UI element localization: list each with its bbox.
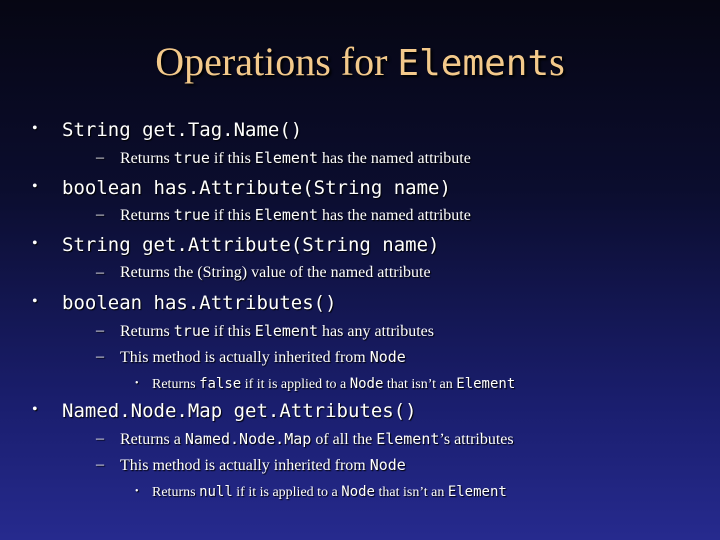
sub-text: has the named attribute (318, 207, 471, 224)
sub-text: Returns (120, 150, 174, 167)
sub-text: Returns (152, 377, 200, 392)
sub-bullet (96, 206, 471, 225)
title-code: Element (397, 43, 550, 84)
sub-bullet (96, 430, 514, 449)
bullet-heading: boolean has.Attribute(String name) (62, 177, 451, 199)
sub-text: Returns the (String) value of the named attribute (120, 264, 431, 281)
sub-bullet (96, 348, 406, 367)
bullet-item-get-attributes (32, 400, 417, 423)
sub-text: if it is applied to a (232, 485, 342, 500)
sub-text: Returns (120, 323, 174, 340)
sub-text: of all the (311, 431, 377, 448)
bullet-icon: • (135, 486, 139, 497)
sub-bullet (96, 322, 434, 341)
sub-code: Node (341, 484, 375, 500)
bullet-heading: String get.Tag.Name() (62, 119, 303, 141)
sub-code: Element (447, 484, 507, 500)
dash-icon: – (96, 322, 104, 339)
sub-code: Element (376, 430, 440, 448)
dash-icon: – (96, 149, 104, 166)
sub-text: Returns (152, 485, 200, 500)
sub-code: true (173, 322, 210, 340)
sub-sub-bullet (135, 484, 507, 501)
sub-bullet (96, 264, 431, 282)
sub-code: Node (369, 456, 406, 474)
dash-icon: – (96, 348, 104, 365)
sub-text: ’s attributes (439, 431, 514, 448)
bullet-item-has-attribute (32, 177, 451, 200)
bullet-item-has-attributes (32, 292, 337, 315)
bullet-heading: boolean has.Attributes() (62, 292, 337, 314)
bullet-heading: String get.Attribute(String name) (62, 234, 440, 256)
sub-bullet (96, 456, 406, 475)
title-suffix: s (549, 39, 565, 84)
sub-code: false (199, 376, 242, 392)
sub-text: has the named attribute (318, 150, 471, 167)
sub-sub-bullet (135, 376, 516, 393)
sub-text: has any attributes (318, 323, 434, 340)
dash-icon: – (96, 206, 104, 223)
bullet-icon: • (135, 378, 139, 389)
bullet-icon: • (32, 235, 38, 252)
title-text: Operations for (155, 39, 398, 84)
sub-code: Named.Node.Map (184, 430, 312, 448)
sub-code: null (199, 484, 233, 500)
dash-icon: – (96, 430, 104, 447)
bullet-item-get-tag-name (32, 119, 303, 142)
sub-code: Element (254, 322, 319, 340)
slide-title (0, 38, 720, 88)
sub-code: Node (369, 348, 406, 366)
bullet-icon: • (32, 120, 38, 137)
sub-text: if it is applied to a (241, 377, 350, 392)
bullet-heading: Named.Node.Map get.Attributes() (62, 400, 417, 422)
sub-code: Element (254, 149, 319, 167)
sub-text: Returns a (120, 431, 185, 448)
sub-code: Element (254, 206, 319, 224)
sub-text: This method is actually inherited from (120, 349, 370, 366)
sub-code: Element (456, 376, 516, 392)
bullet-icon: • (32, 293, 38, 310)
sub-code: true (173, 206, 210, 224)
sub-text: that isn’t an (383, 377, 457, 392)
sub-text: This method is actually inherited from (120, 457, 370, 474)
bullet-icon: • (32, 401, 38, 418)
sub-text: if this (209, 150, 255, 167)
sub-code: true (173, 149, 210, 167)
bullet-icon: • (32, 178, 38, 195)
sub-bullet (96, 149, 471, 168)
dash-icon: – (96, 264, 104, 281)
sub-text: if this (209, 207, 255, 224)
bullet-item-get-attribute (32, 234, 440, 257)
sub-text: if this (209, 323, 255, 340)
sub-text: that isn’t an (374, 485, 448, 500)
dash-icon: – (96, 456, 104, 473)
sub-text: Returns (120, 207, 174, 224)
sub-code: Node (349, 376, 384, 392)
